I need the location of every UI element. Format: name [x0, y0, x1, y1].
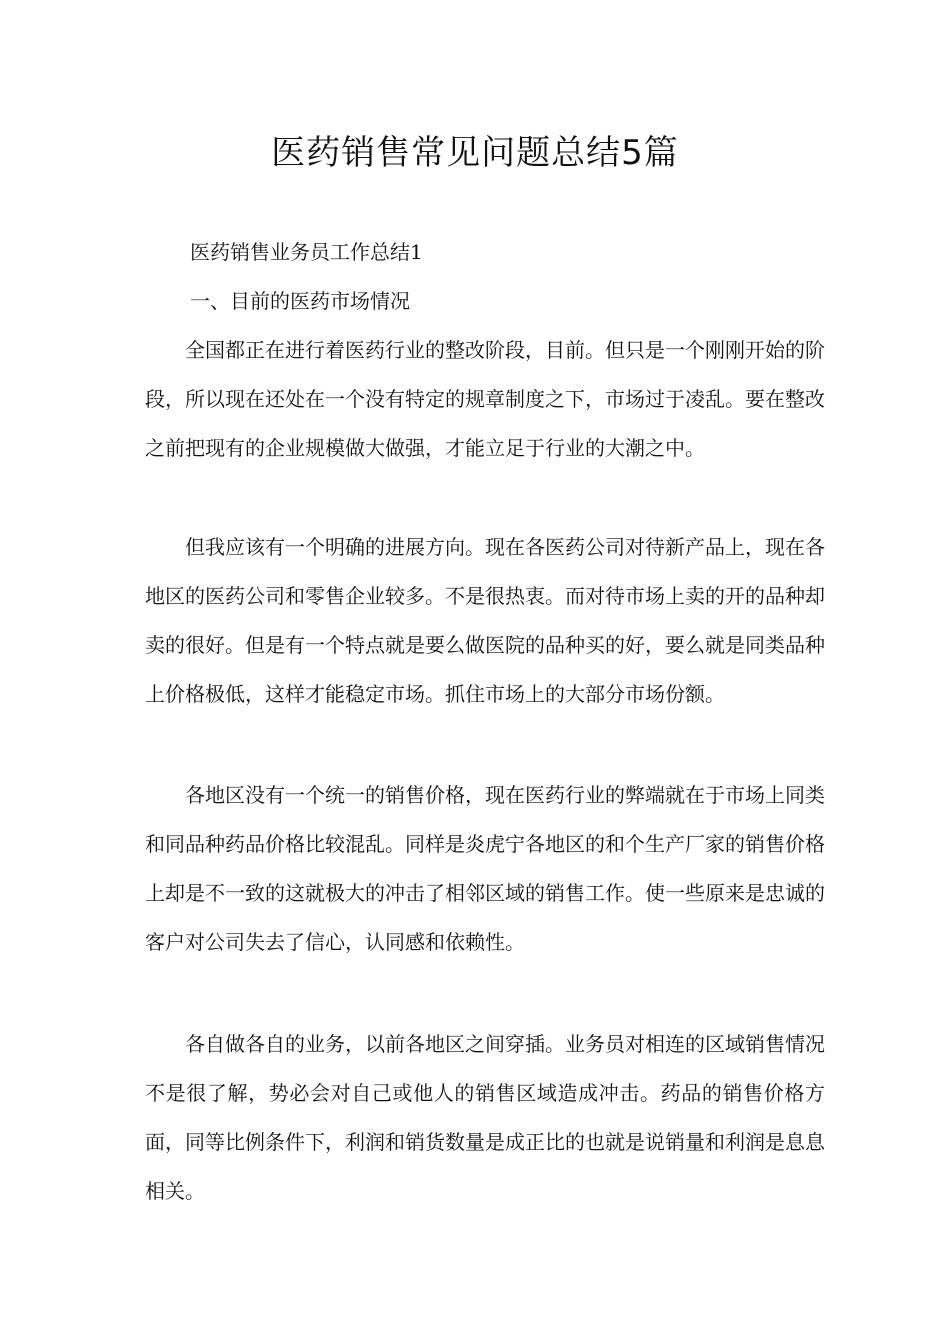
paragraph-3: 各地区没有一个统一的销售价格，现在医药行业的弊端就在于市场上同类和同品种药品价格比较混乱。同样是炎虎宁各地区的和个生产厂家的销售价格上却是不一致的这就极大的冲击了相邻区域的销售工作。使一些原来是忠诚的客户对公司失去了信心，认同感和依赖性。	[145, 783, 825, 954]
paragraph-2: 但我应该有一个明确的进展方向。现在各医药公司对待新产品上，现在各地区的医药公司和零售企业较多。不是很热衷。而对待市场上卖的开的品种却卖的很好。但是有一个特点就是要么做医院的品种买的好，要么就是同类品种上价格极低，这样才能稳定市场。抓住市场上的大部分市场份额。	[145, 535, 825, 706]
paragraph-1: 全国都正在进行着医药行业的整改阶段，目前。但只是一个刚刚开始的阶段，所以现在还处在一个没有特定的规章制度之下，市场过于凌乱。要在整改之前把现有的企业规模做大做强，才能立足于行业的大潮之中。	[145, 338, 825, 460]
document-title: 医药销售常见问题总结5篇	[271, 133, 679, 173]
section-heading: 一、目前的医药市场情况	[190, 289, 410, 313]
paragraph-4: 各自做各自的业务，以前各地区之间穿插。业务员对相连的区域销售情况不是很了解，势必会对自己或他人的销售区域造成冲击。药品的销售价格方面，同等比例条件下，利润和销货数量是成正比的也就是说销量和利润是息息相关。	[145, 1032, 825, 1203]
subtitle: 医药销售业务员工作总结1	[190, 240, 423, 264]
